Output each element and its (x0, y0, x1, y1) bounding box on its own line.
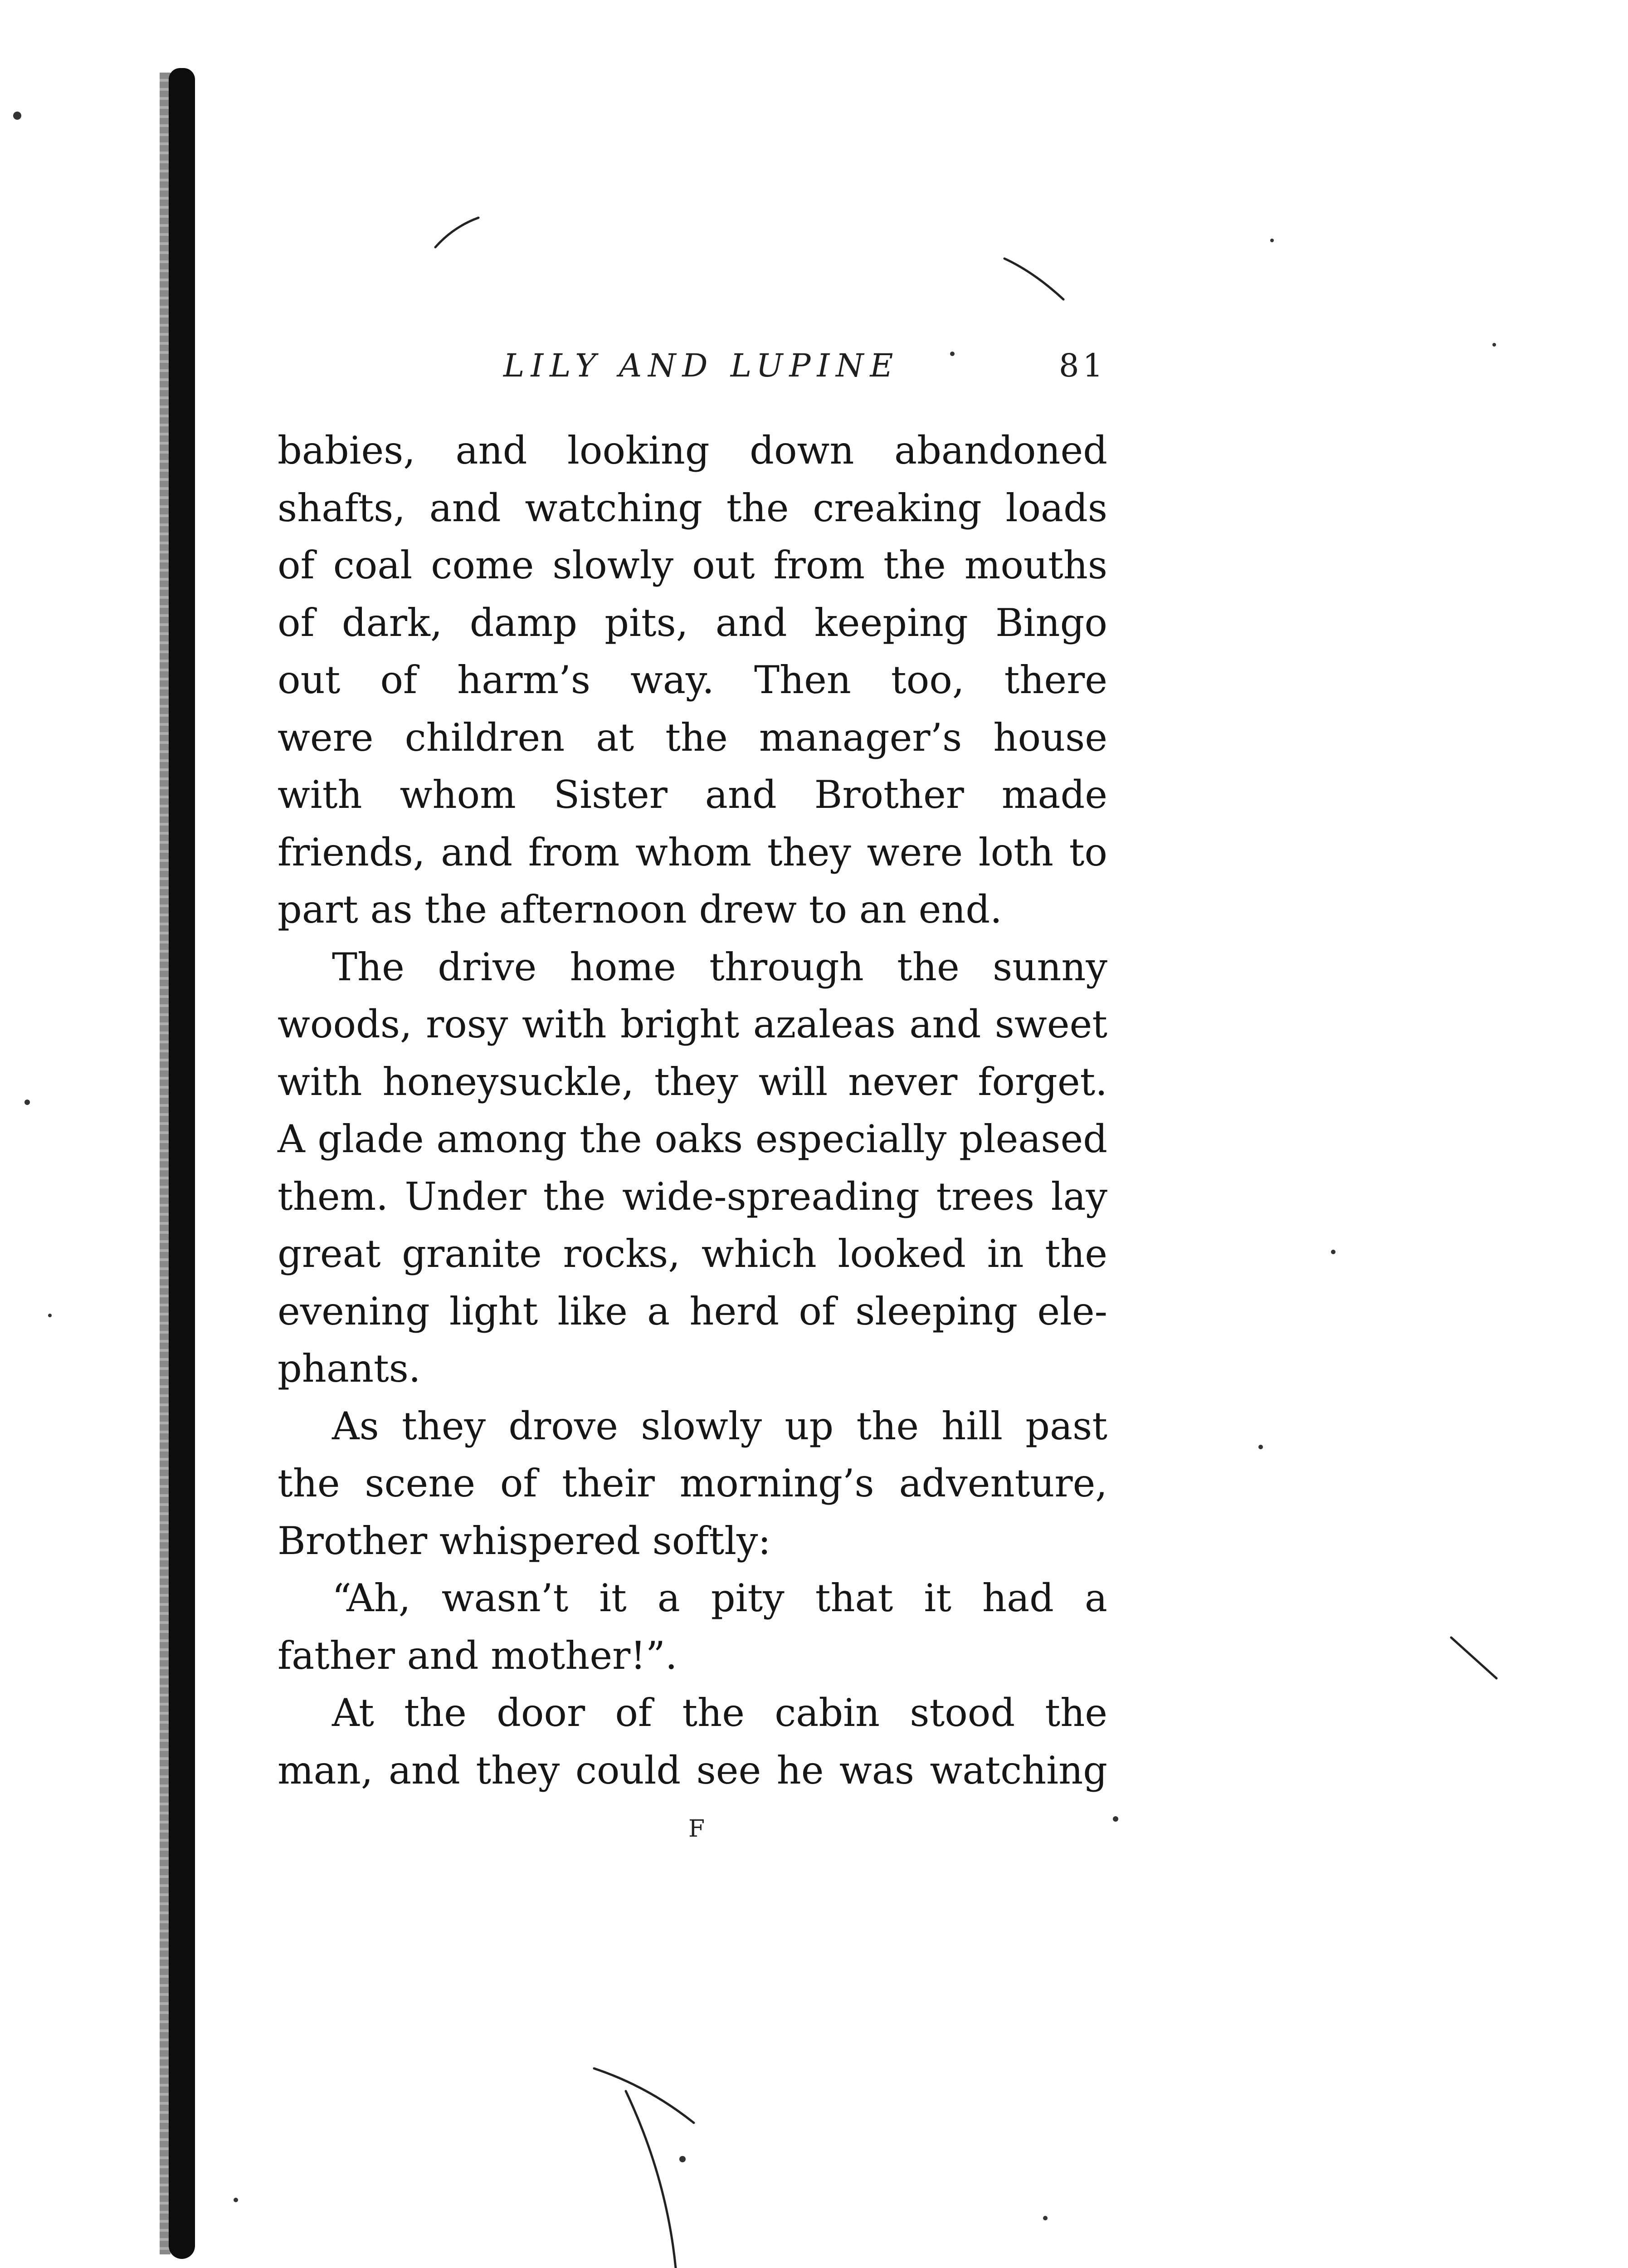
signature-mark: F (688, 1815, 705, 1843)
text-line: At the door of the cabin stood the (332, 1691, 1107, 1735)
stray-stroke (1451, 1637, 1496, 1678)
speck (679, 2156, 686, 2162)
text-line: part as the afternoon drew to an end. (278, 887, 1002, 932)
stray-stroke (626, 2091, 676, 2268)
stray-stroke (594, 2068, 694, 2123)
text-line: babies, and looking down abandoned (278, 428, 1107, 473)
text-line: As they drove slowly up the hill past (332, 1403, 1107, 1448)
text-line: The drive home through the sunny (332, 944, 1107, 989)
speck (1113, 1816, 1118, 1822)
page-number: 81 (1059, 347, 1107, 384)
text-line: out of harm’s way. Then too, there (278, 658, 1107, 702)
speck (13, 112, 21, 120)
text-line: the scene of their morning’s adventure, (278, 1461, 1107, 1505)
text-line: were children at the manager’s house (278, 715, 1107, 760)
speck (1258, 1445, 1263, 1449)
text-line: phants. (278, 1346, 421, 1391)
text-line: shafts, and watching the creaking loads (278, 485, 1107, 530)
text-line: them. Under the wide-spreading trees lay (278, 1174, 1107, 1219)
speck (48, 1314, 52, 1317)
text-line: of coal come slowly out from the mouths (278, 543, 1107, 587)
text-line: father and mother!”. (278, 1633, 678, 1678)
speck (1270, 239, 1274, 242)
text-line: “Ah, wasn’t it a pity that it had a (332, 1576, 1107, 1620)
stray-stroke (1004, 259, 1063, 299)
text-line: A glade among the oaks especially pleased (278, 1117, 1107, 1161)
running-head (476, 347, 1129, 397)
binding-edge (169, 68, 195, 2259)
stray-stroke (435, 218, 478, 247)
speck (24, 1100, 30, 1105)
text-line: man, and they could see he was watching (278, 1748, 1107, 1793)
speck (1331, 1250, 1336, 1254)
text-line: friends, and from whom they were loth to (278, 830, 1107, 875)
running-title: LILY AND LUPINE (503, 347, 900, 384)
text-line: woods, rosy with bright azaleas and sweet (278, 1002, 1107, 1046)
text-line: evening light like a herd of sleeping ele- (278, 1289, 1107, 1334)
text-line: with honeysuckle, they will never forget. (278, 1059, 1107, 1104)
body-text (278, 422, 1107, 1799)
speck (1043, 2216, 1048, 2220)
speck (1492, 343, 1496, 347)
text-line: with whom Sister and Brother made (278, 772, 1107, 817)
text-line: Brother whispered softly: (278, 1518, 771, 1563)
speck (234, 2198, 238, 2202)
text-line: great granite rocks, which looked in the (278, 1232, 1107, 1276)
text-line: of dark, damp pits, and keeping Bingo (278, 600, 1107, 645)
